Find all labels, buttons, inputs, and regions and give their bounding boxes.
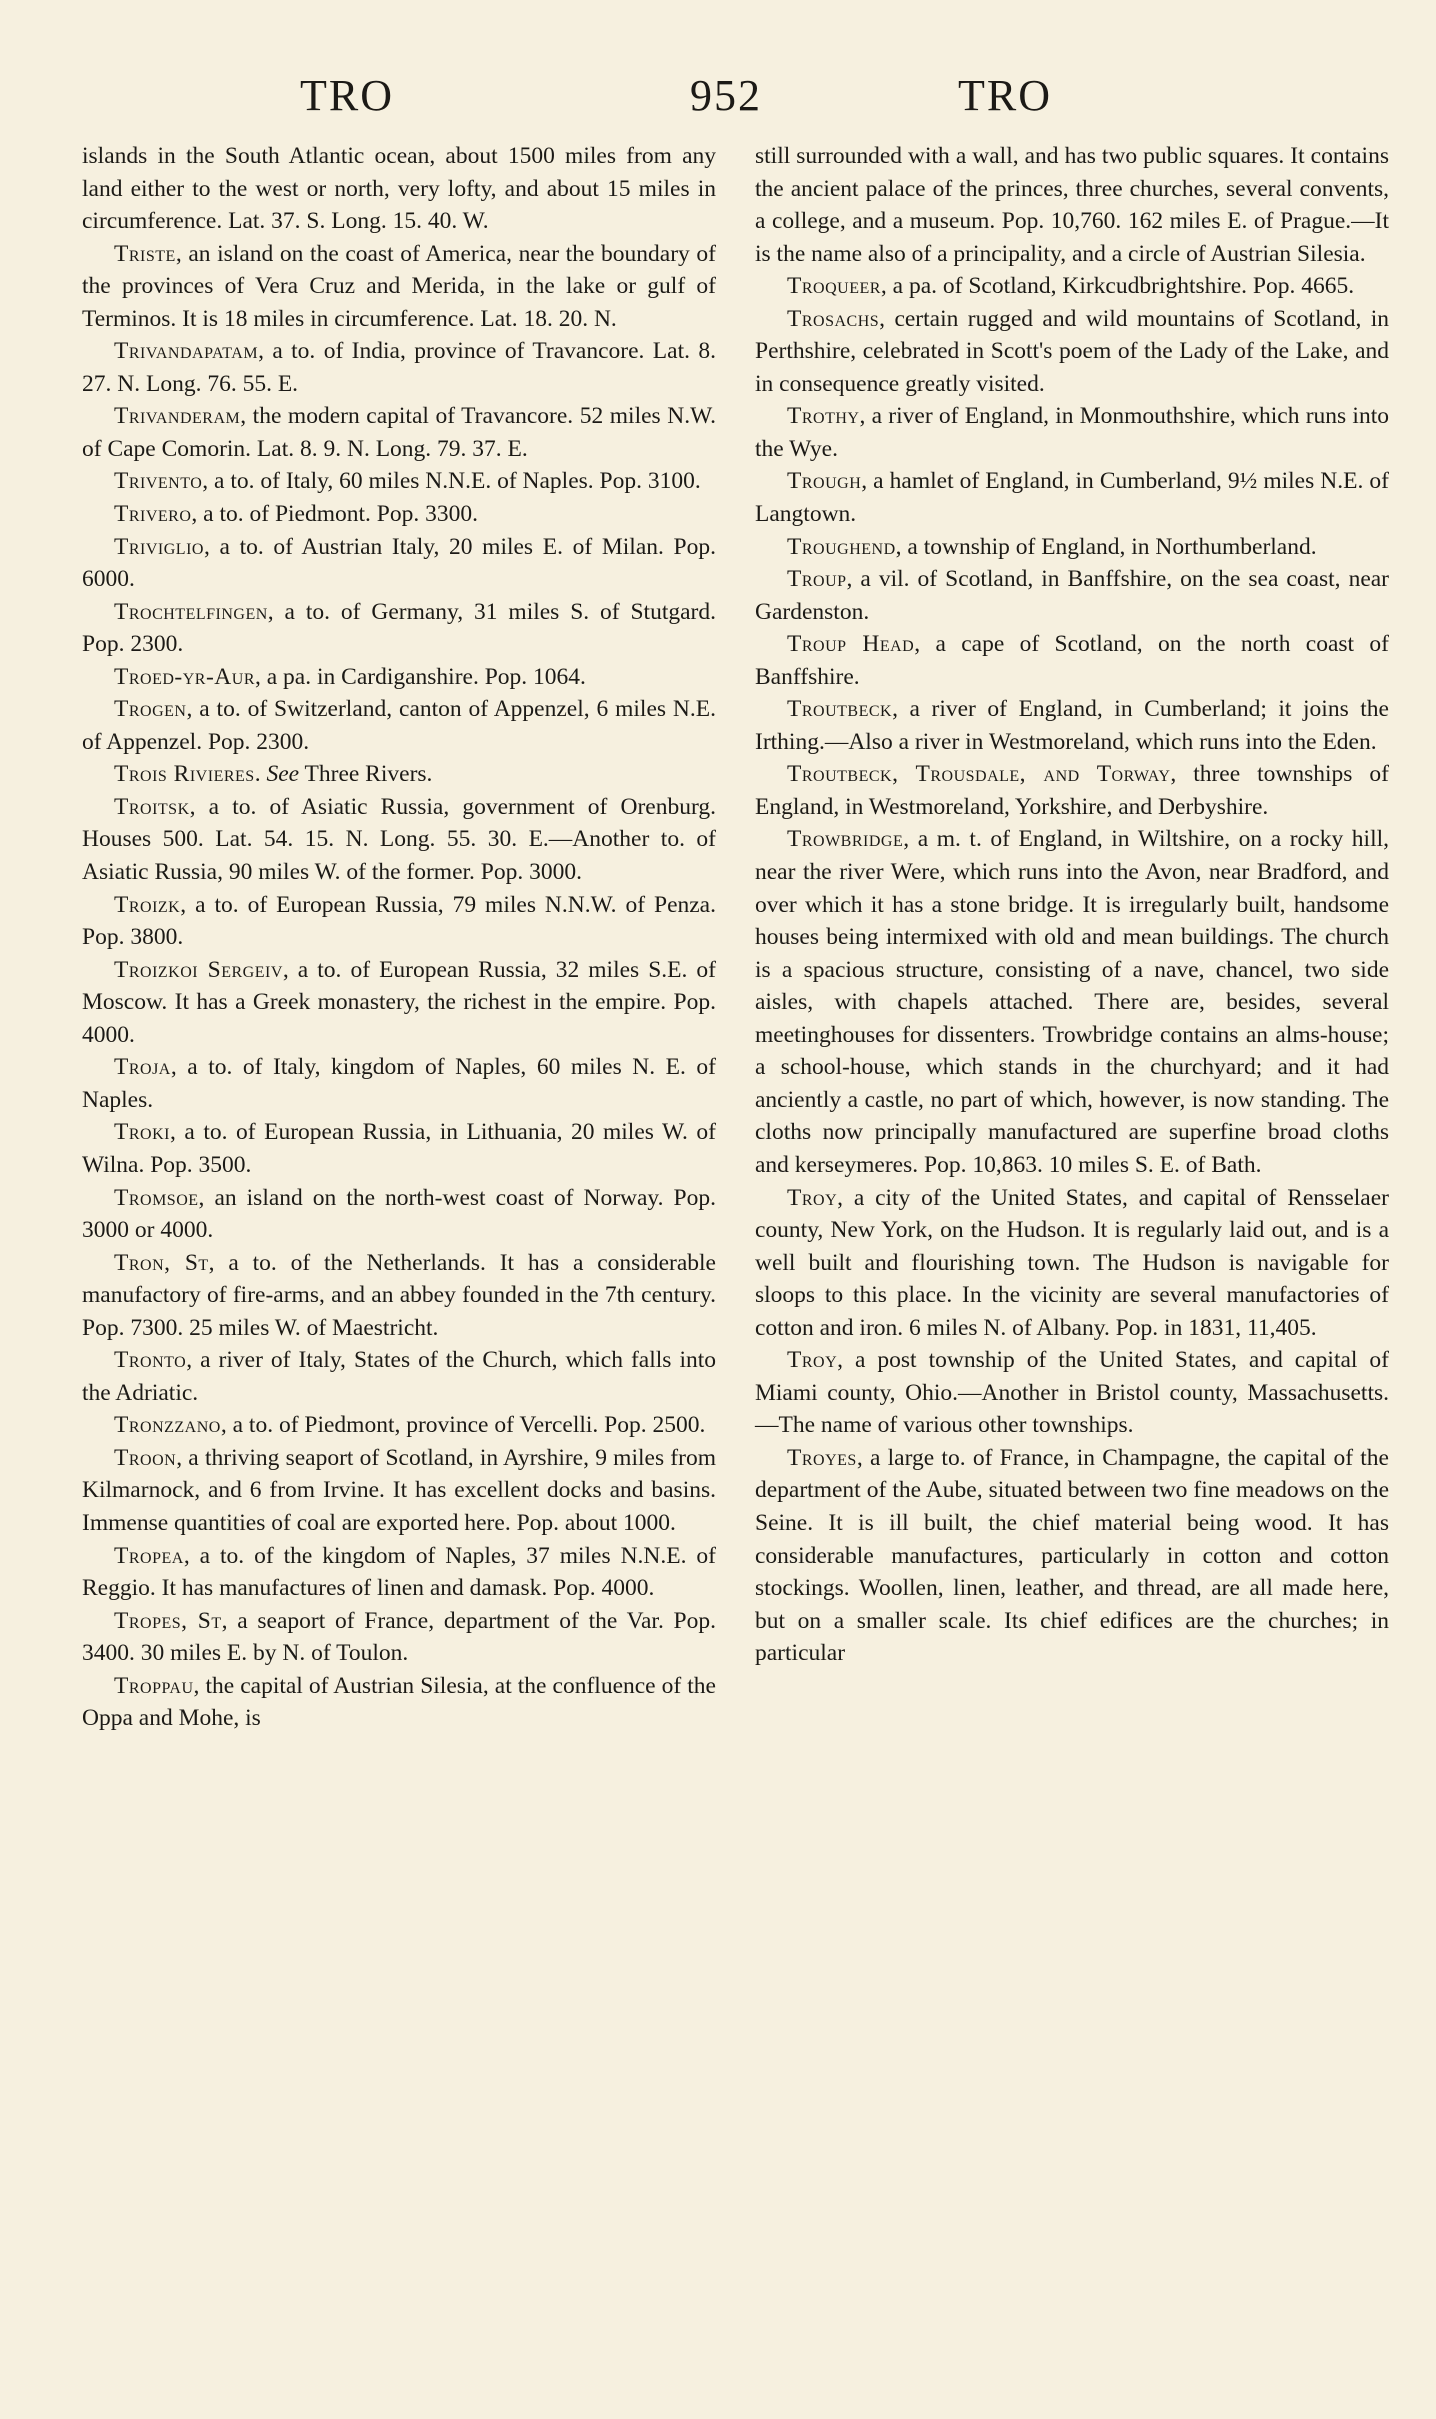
gazetteer-entry: [82, 889, 716, 954]
gazetteer-entry: [755, 1182, 1389, 1345]
entry-text: , a to. of the kingdom of Naples, 37 miles N.N.E. of Reggio. It has manufactures of linen and damask. Pop. 4000.: [82, 1542, 716, 1602]
gazetteer-entry: [755, 465, 1389, 530]
gazetteer-entry: [755, 303, 1389, 401]
entry-headword: Tropea: [114, 1542, 184, 1569]
entry-headword: Troki: [114, 1119, 170, 1146]
entry-headword: Troizk: [114, 891, 181, 918]
gazetteer-entry: [755, 823, 1389, 1181]
left-column: [82, 140, 716, 1735]
entry-text: , an island on the coast of America, near the boundary of the provinces of Vera Cruz and Merida, in the lake or gulf of Terminos. It is 18 miles in circumference. Lat. 18. 20. N.: [82, 240, 716, 332]
entry-headword: Trivero: [114, 501, 192, 528]
gazetteer-entry: [82, 1182, 716, 1247]
entry-text: , the capital of Austrian Silesia, at the confluence of the Oppa and Mohe, is: [82, 1672, 716, 1732]
gazetteer-entry: [755, 1344, 1389, 1442]
entry-text: , a to. of Switzerland, canton of Appenzel, 6 miles N.E. of Appenzel. Pop. 2300.: [82, 696, 716, 755]
entry-text: , a to. of Asiatic Russia, government of Orenburg. Houses 500. Lat. 54. 15. N. Long. 55. 30. E.—Another to. of Asiatic Russia, 90 miles W. of the former. Pop. 3000.: [82, 793, 716, 886]
gazetteer-entry: [755, 270, 1389, 303]
gazetteer-entry: [82, 1670, 716, 1735]
gazetteer-entry: [82, 335, 716, 400]
gazetteer-entry: [82, 1442, 716, 1540]
entry-headword: Troup: [787, 566, 847, 593]
entry-text: , a to. of Austrian Italy, 20 miles E. of Milan. Pop. 6000.: [82, 533, 716, 593]
entry-text: , a to. of India, province of Travancore. Lat. 8. 27. N. Long. 76. 55. E.: [82, 338, 716, 397]
entry-headword: Tropes, St: [114, 1607, 222, 1634]
entry-headword: Troutbeck: [787, 696, 893, 723]
entry-headword: Troutbeck, Trousdale, and Torway: [787, 761, 1171, 788]
gazetteer-entry: [82, 1605, 716, 1670]
entry-headword: Triste: [114, 240, 176, 267]
entry-headword: Trivandapatam: [114, 338, 259, 365]
running-head-left: TRO: [300, 71, 394, 120]
entry-headword: Troja: [114, 1054, 171, 1081]
entry-headword: Trothy: [787, 403, 860, 430]
gazetteer-entry: [82, 596, 716, 661]
entry-headword: Troizkoi Sergeiv: [114, 956, 283, 983]
entry-headword: Trochtelfingen: [114, 598, 268, 625]
entry-headword: Troppau: [114, 1672, 194, 1699]
entry-headword: Tronto: [114, 1347, 187, 1374]
entry-headword: Trough: [787, 468, 862, 495]
running-head-right: TRO: [958, 71, 1052, 120]
entry-text: , a to. of the Netherlands. It has a considerable manufactory of fire-arms, and an abbey founded in the 7th century. Pop. 7300. 25 miles W. of Maestricht.: [82, 1249, 716, 1341]
gazetteer-entry: [82, 531, 716, 596]
gazetteer-entry: [82, 1116, 716, 1181]
gazetteer-entry: [755, 758, 1389, 823]
gazetteer-entry: [82, 1344, 716, 1409]
entry-text: , a city of the United States, and capital of Rensselaer county, New York, on the Hudson. It is regularly laid out, and is a well built and flourishing town. The Hudson is navigable for sloops to this place. In the vicinity are several manufactories of cotton and iron. 6 miles N. of Albany. Pop. in 1831, 11,405.: [755, 1184, 1389, 1341]
entry-headword: Troy: [787, 1184, 838, 1211]
gazetteer-entry: [755, 531, 1389, 564]
entry-headword: Troitsk: [114, 793, 190, 820]
entry-headword: Trois Rivieres: [114, 761, 255, 788]
entry-text: , a to. of Germany, 31 miles S. of Stutgard. Pop. 2300.: [82, 598, 716, 658]
entry-text: , a to. of European Russia, 79 miles N.N.W. of Penza. Pop. 3800.: [82, 891, 716, 951]
gazetteer-entry: [82, 238, 716, 336]
gazetteer-entry: [82, 465, 716, 498]
entry-headword: Triviglio: [114, 533, 204, 560]
page-number: 952: [690, 71, 762, 120]
entry-text: , a river of England, in Monmouthshire, which runs into the Wye.: [755, 403, 1389, 462]
entry-text: , a cape of Scotland, on the north coast of Banffshire.: [755, 631, 1389, 690]
entry-text: , a post township of the United States, and capital of Miami county, Ohio.—Another in Bristol county, Massachusetts.—The name of various other townships.: [755, 1347, 1389, 1439]
entry-headword: Troughend: [787, 533, 896, 560]
entry-headword: Trivanderam: [114, 403, 241, 430]
entry-text: islands in the South Atlantic ocean, about 1500 miles from any land either to the west or north, very lofty, and about 15 miles in circumference. Lat. 37. S. Long. 15. 40. W.: [82, 143, 716, 235]
gazetteer-entry: [755, 563, 1389, 628]
running-head: [0, 70, 1436, 130]
entry-text: , certain rugged and wild mountains of Scotland, in Perthshire, celebrated in Scott's poem of the Lady of the Lake, and in consequence greatly visited.: [755, 305, 1389, 397]
entry-text: , a to. of European Russia, in Lithuania, 20 miles W. of Wilna. Pop. 3500.: [82, 1119, 716, 1178]
gazetteer-entry: [82, 1247, 716, 1345]
entry-text: , a to. of European Russia, 32 miles S.E. of Moscow. It has a Greek monastery, the richest in the empire. Pop. 4000.: [82, 956, 716, 1048]
entry-headword: Tronzzano: [114, 1412, 221, 1439]
entry-text: , a m. t. of England, in Wiltshire, on a rocky hill, near the river Were, which runs into the Avon, near Bradford, and over which it has a stone bridge. It is irregularly built, handsome houses being intermixed with old and mean buildings. The church is a spacious structure, consisting of a nave, chancel, two side aisles, with chapels attached. There are, besides, several meetinghouses for dissenters. Trowbridge contains an alms-house; a school-house, which stands in the churchyard; and it had anciently a castle, no part of which, however, is now standing. The cloths now principally manufactured are superfine broad cloths and kerseymeres. Pop. 10,863. 10 miles S. E. of Bath.: [755, 826, 1389, 1178]
gazetteer-entry: [755, 628, 1389, 693]
entry-headword: Troed-yr-Aur: [114, 663, 255, 690]
entry-text: , a to. of Italy, kingdom of Naples, 60 miles N. E. of Naples.: [82, 1054, 716, 1113]
gazetteer-entry: [82, 400, 716, 465]
gazetteer-entry: [755, 400, 1389, 465]
gazetteer-entry: [82, 661, 716, 694]
entry-text: , the modern capital of Travancore. 52 miles N.W. of Cape Comorin. Lat. 8. 9. N. Long. 79. 37. E.: [82, 403, 716, 462]
gazetteer-entry: [755, 1442, 1389, 1670]
entry-text: , an island on the north-west coast of Norway. Pop. 3000 or 4000.: [82, 1184, 716, 1244]
entry-headword: Troon: [114, 1444, 177, 1471]
entry-text: , a hamlet of England, in Cumberland, 9½ miles N.E. of Langtown.: [755, 468, 1389, 528]
entry-headword: Trowbridge: [787, 826, 904, 853]
entry-text: , a township of England, in Northumberland.: [895, 533, 1317, 560]
entry-text: still surrounded with a wall, and has two public squares. It contains the ancient palace of the princes, three churches, several convents, a college, and a museum. Pop. 10,760. 162 miles E. of Prague.—It is the name also of a principality, and a circle of Austrian Silesia.: [755, 143, 1389, 267]
gazetteer-entry: [82, 1540, 716, 1605]
entry-headword: Troy: [787, 1347, 838, 1374]
entry-text: , a to. of Italy, 60 miles N.N.E. of Naples. Pop. 3100.: [202, 468, 701, 495]
entry-text: , a vil. of Scotland, in Banffshire, on the sea coast, near Gardenston.: [755, 566, 1389, 625]
entry-headword: Troyes: [787, 1444, 857, 1471]
entry-text: , a river of England, in Cumberland; it joins the Irthing.—Also a river in Westmoreland, which runs into the Eden.: [755, 696, 1389, 755]
entry-text: , a to. of Piedmont, province of Vercelli. Pop. 2500.: [220, 1412, 706, 1439]
entry-text: , a river of Italy, States of the Church, which falls into the Adriatic.: [82, 1347, 716, 1406]
right-column: [755, 140, 1389, 1670]
entry-headword: Trosachs: [787, 305, 880, 332]
gazetteer-entry: [755, 140, 1389, 270]
entry-text: , a thriving seaport of Scotland, in Ayrshire, 9 miles from Kilmarnock, and 6 from Irvine. It has excellent docks and basins. Immense quantities of coal are exported here. Pop. about 1000.: [82, 1444, 716, 1536]
entry-headword: Tromsoe: [114, 1184, 199, 1211]
entry-text: , a large to. of France, in Champagne, the capital of the department of the Aube, situated between two fine meadows on the Seine. It is ill built, the chief material being wood. It has considerable manufactures, particularly in cotton and cotton stockings. Woollen, linen, leather, and thread, are all made here, but on a smaller scale. Its chief edifices are the churches; in particular: [755, 1444, 1389, 1667]
gazetteer-entry: [82, 498, 716, 531]
entry-headword: Trogen: [114, 696, 187, 723]
entry-text: , a to. of Piedmont. Pop. 3300.: [191, 501, 478, 528]
entry-headword: Troqueer: [787, 273, 881, 300]
entry-text: , three townships of England, in Westmoreland, Yorkshire, and Derbyshire.: [755, 761, 1389, 820]
entry-headword: Trivento: [114, 468, 203, 495]
gazetteer-entry: [82, 791, 716, 889]
entry-headword: Troup Head: [787, 631, 915, 658]
gazetteer-entry: [82, 1409, 716, 1442]
entry-text: , a pa. in Cardiganshire. Pop. 1064.: [255, 663, 586, 690]
entry-headword: Tron, St: [114, 1249, 209, 1276]
gazetteer-entry: [755, 693, 1389, 758]
gazetteer-entry: [82, 693, 716, 758]
entry-text: , a seaport of France, department of the Var. Pop. 3400. 30 miles E. by N. of Toulon.: [82, 1607, 716, 1667]
entry-text: . See Three Rivers.: [254, 761, 433, 788]
entry-text: , a pa. of Scotland, Kirkcudbrightshire. Pop. 4665.: [880, 273, 1355, 300]
gazetteer-entry: [82, 1051, 716, 1116]
gazetteer-entry: [82, 140, 716, 238]
gazetteer-entry: [82, 954, 716, 1052]
gazetteer-entry: [82, 758, 716, 791]
